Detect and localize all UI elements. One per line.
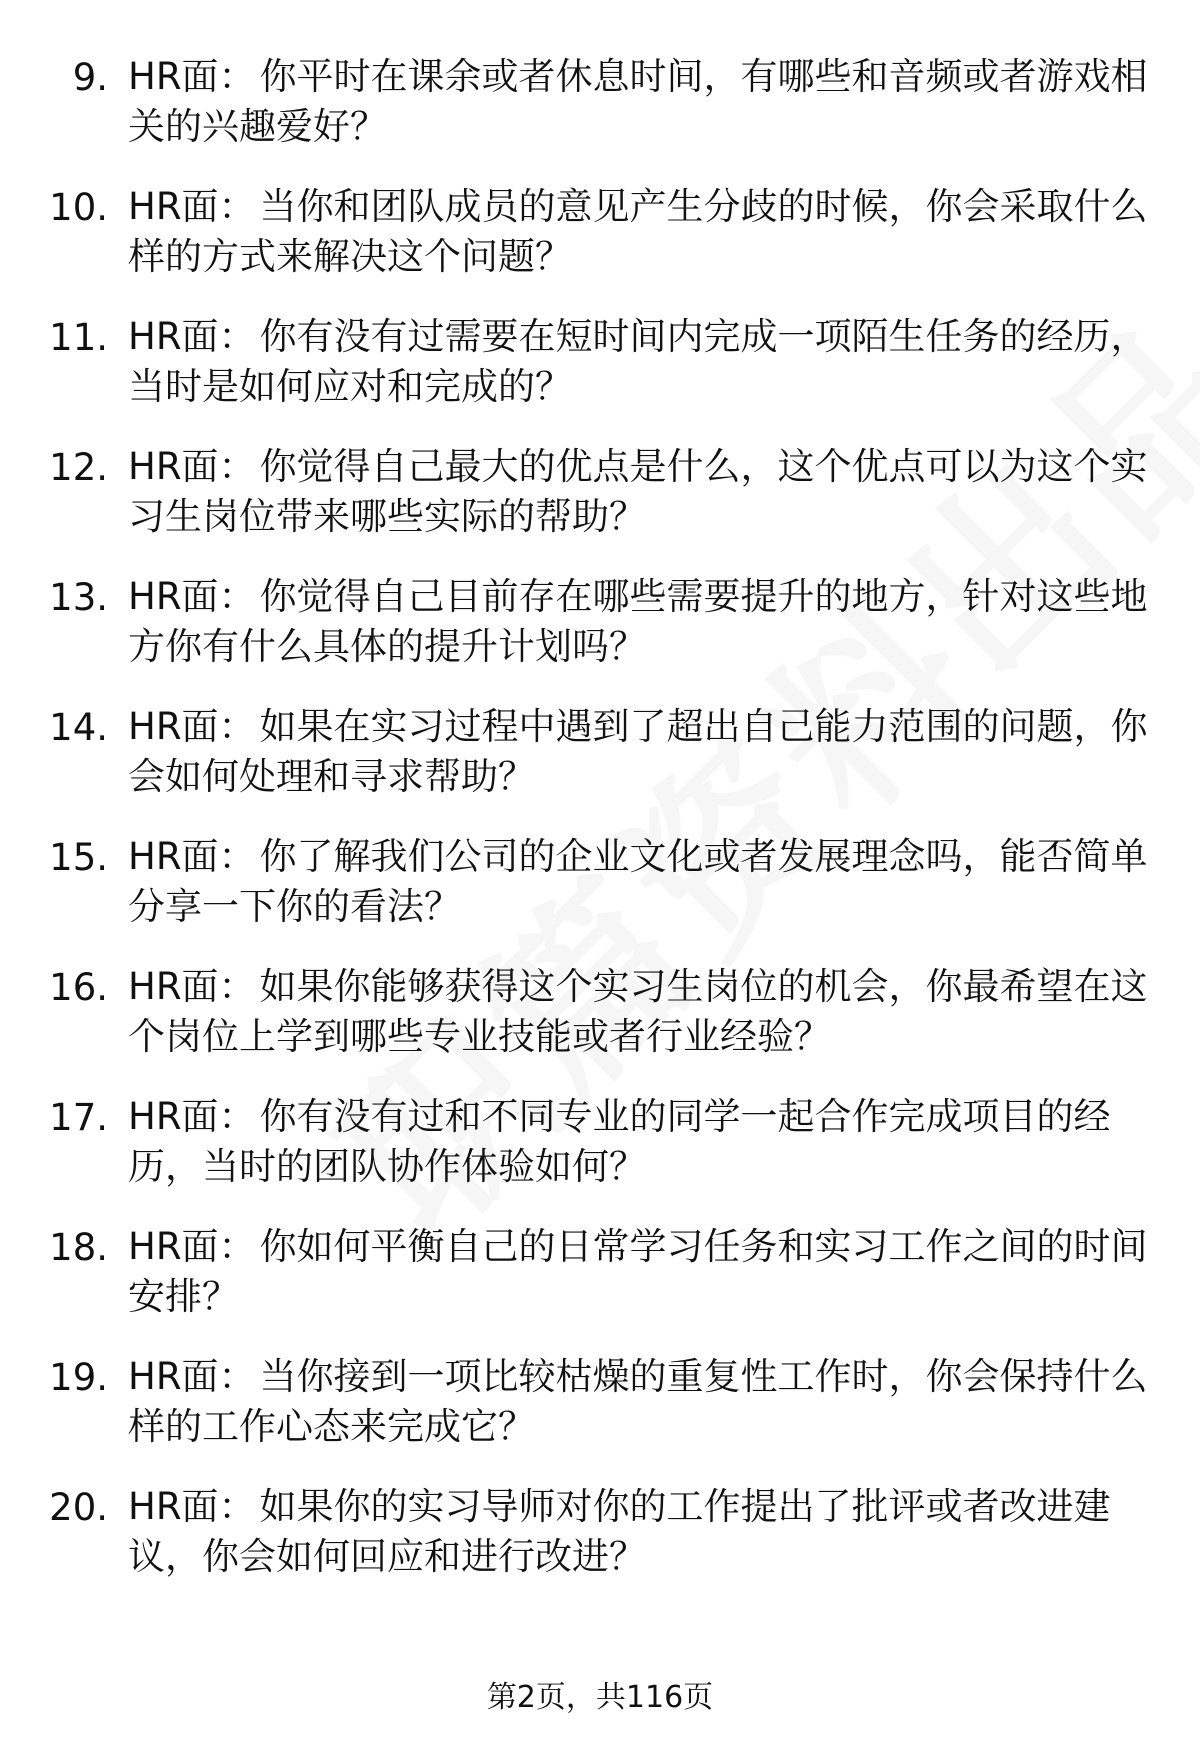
question-body: 你有没有过和不同专业的同学一起合作完成项目的经历，当时的团队协作体验如何？ [128,1095,1111,1188]
page-footer [0,1678,1200,1718]
question-prefix: HR面： [128,575,256,618]
question-text [128,832,1153,932]
question-text [128,312,1153,412]
question-prefix: HR面： [128,1095,256,1138]
question-body: 你如何平衡自己的日常学习任务和实习工作之间的时间安排？ [128,1225,1148,1318]
list-item [0,52,1200,182]
question-number: 10. [49,186,108,229]
question-number: 17. [49,1096,108,1139]
question-text [128,1092,1153,1192]
question-number: 12. [49,446,108,489]
question-number: 13. [49,576,108,619]
question-prefix: HR面： [128,445,256,488]
list-item [0,182,1200,312]
question-number: 15. [49,836,108,879]
list-item [0,832,1200,962]
question-body: 当你和团队成员的意见产生分歧的时候，你会采取什么样的方式来解决这个问题？ [128,185,1148,278]
question-prefix: HR面： [128,185,256,228]
question-prefix: HR面： [128,835,256,878]
question-text [128,962,1153,1062]
question-prefix: HR面： [128,705,256,748]
question-body: 你平时在课余或者休息时间，有哪些和音频或者游戏相关的兴趣爱好？ [128,55,1148,148]
question-text [128,1222,1153,1322]
list-item [0,962,1200,1092]
question-number: 9. [72,56,108,99]
question-number: 19. [49,1356,108,1399]
question-prefix: HR面： [128,1355,256,1398]
question-text [128,1482,1153,1582]
question-prefix: HR面： [128,55,256,98]
question-body: 当你接到一项比较枯燥的重复性工作时，你会保持什么样的工作心态来完成它？ [128,1355,1148,1448]
question-prefix: HR面： [128,1225,256,1268]
question-number: 11. [49,316,108,359]
question-number: 14. [49,706,108,749]
question-body: 你有没有过需要在短时间内完成一项陌生任务的经历，当时是如何应对和完成的？ [128,315,1148,408]
list-item [0,1092,1200,1222]
question-body: 如果你的实习导师对你的工作提出了批评或者改进建议，你会如何回应和进行改进？ [128,1485,1111,1578]
question-list [0,52,1200,1612]
question-text [128,572,1153,672]
question-number: 16. [49,966,108,1009]
list-item [0,1482,1200,1612]
question-text [128,52,1153,152]
question-text [128,442,1153,542]
question-prefix: HR面： [128,315,256,358]
list-item [0,702,1200,832]
question-prefix: HR面： [128,1485,256,1528]
list-item [0,312,1200,442]
question-prefix: HR面： [128,965,256,1008]
question-body: 如果你能够获得这个实习生岗位的机会，你最希望在这个岗位上学到哪些专业技能或者行业经验？ [128,965,1148,1058]
question-body: 如果在实习过程中遇到了超出自己能力范围的问题，你会如何处理和寻求帮助？ [128,705,1148,798]
question-text [128,182,1153,282]
list-item [0,1222,1200,1352]
question-body: 你觉得自己目前存在哪些需要提升的地方，针对这些地方你有什么具体的提升计划吗？ [128,575,1148,668]
question-body: 你了解我们公司的企业文化或者发展理念吗，能否简单分享一下你的看法？ [128,835,1148,928]
page-number: 第2页，共116页 [486,1680,714,1715]
list-item [0,572,1200,702]
question-text [128,702,1153,802]
list-item [0,442,1200,572]
question-number: 18. [49,1226,108,1269]
list-item [0,1352,1200,1482]
question-text [128,1352,1153,1452]
question-body: 你觉得自己最大的优点是什么，这个优点可以为这个实习生岗位带来哪些实际的帮助？ [128,445,1148,538]
question-number: 20. [49,1486,108,1529]
